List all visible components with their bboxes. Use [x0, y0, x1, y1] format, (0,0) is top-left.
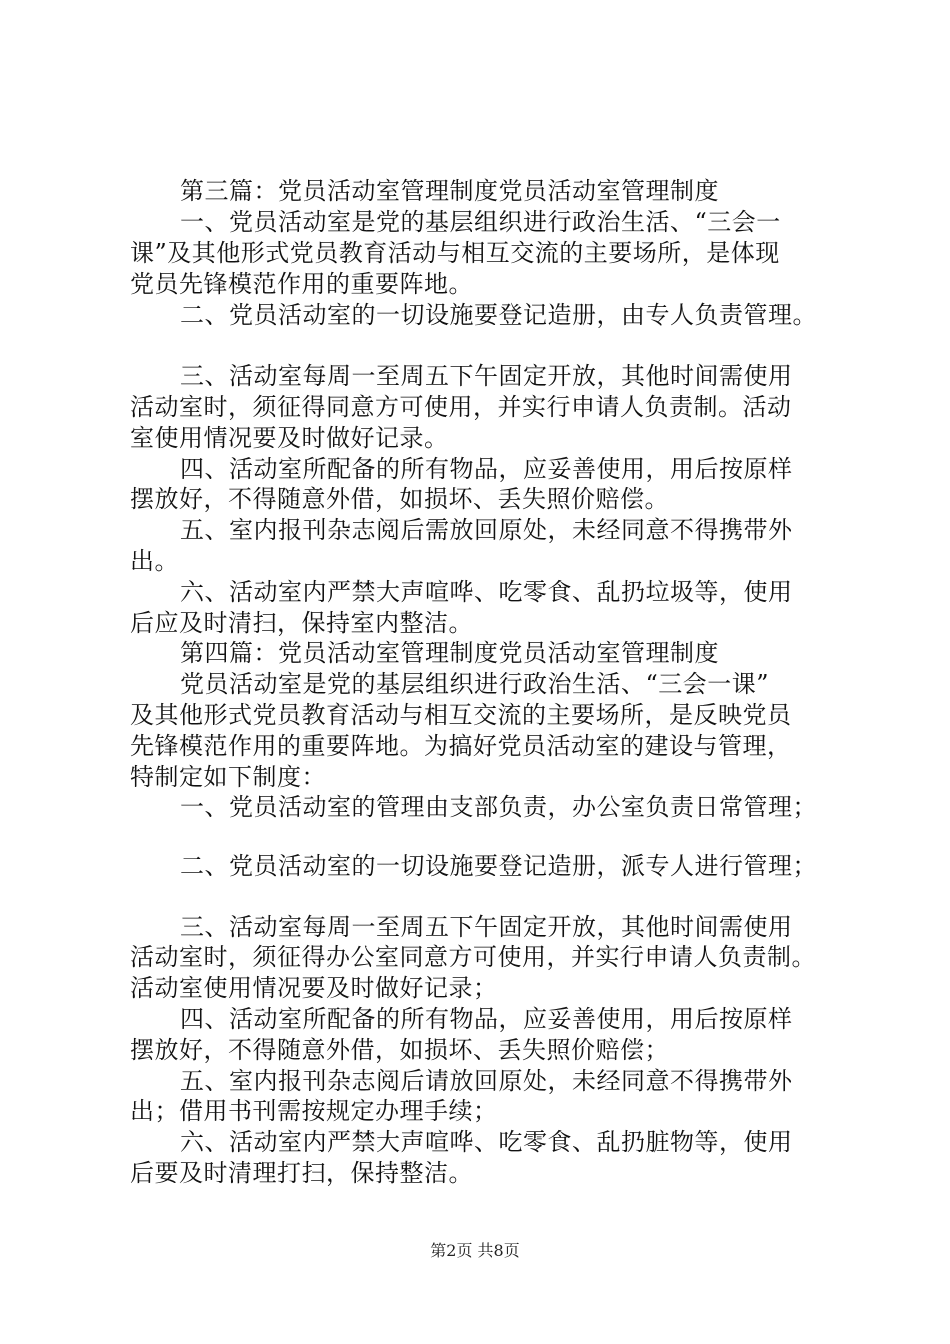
paragraph-line: 活动室时，须征得办公室同意方可使用，并实行申请人负责制。: [130, 943, 816, 971]
paragraph-line: 活动室时，须征得同意方可使用，并实行申请人负责制。活动: [130, 393, 792, 421]
paragraph-line: 后要及时清理打扫，保持整洁。: [130, 1159, 473, 1187]
paragraph-line: 党员活动室是党的基层组织进行政治生活、“三会一课”: [180, 670, 770, 698]
page-footer: 第2页 共8页: [430, 1241, 520, 1260]
paragraph-line: 二、党员活动室的一切设施要登记造册，派专人进行管理；: [180, 852, 817, 880]
paragraph-line: 二、党员活动室的一切设施要登记造册，由专人负责管理。: [180, 301, 817, 329]
paragraph-line: 一、党员活动室的管理由支部负责，办公室负责日常管理；: [180, 793, 817, 821]
paragraph-line: 摆放好，不得随意外借，如损坏、丢失照价赔偿。: [130, 485, 669, 513]
paragraph-line: 四、活动室所配备的所有物品，应妥善使用，用后按原样: [180, 455, 793, 483]
paragraph-line: 及其他形式党员教育活动与相互交流的主要场所，是反映党员: [130, 701, 792, 729]
paragraph-line: 先锋模范作用的重要阵地。为搞好党员活动室的建设与管理，: [130, 732, 792, 760]
paragraph-line: 五、室内报刊杂志阅后需放回原处，未经同意不得携带外: [180, 516, 793, 544]
paragraph-line: 室使用情况要及时做好记录。: [130, 424, 449, 452]
paragraph-line: 活动室使用情况要及时做好记录；: [130, 974, 498, 1002]
section-heading-3: 第三篇：党员活动室管理制度党员活动室管理制度: [180, 177, 719, 205]
paragraph-line: 后应及时清扫，保持室内整洁。: [130, 609, 473, 637]
paragraph-line: 三、活动室每周一至周五下午固定开放，其他时间需使用: [180, 913, 793, 941]
paragraph-line: 摆放好，不得随意外借，如损坏、丢失照价赔偿；: [130, 1036, 669, 1064]
paragraph-line: 特制定如下制度：: [130, 763, 326, 791]
paragraph-line: 四、活动室所配备的所有物品，应妥善使用，用后按原样: [180, 1005, 793, 1033]
paragraph-line: 出；借用书刊需按规定办理手续；: [130, 1097, 498, 1125]
paragraph-line: 三、活动室每周一至周五下午固定开放，其他时间需使用: [180, 362, 793, 390]
paragraph-line: 党员先锋模范作用的重要阵地。: [130, 270, 473, 298]
paragraph-line: 六、活动室内严禁大声喧哗、吃零食、乱扔垃圾等，使用: [180, 578, 793, 606]
section-heading-4: 第四篇：党员活动室管理制度党员活动室管理制度: [180, 639, 719, 667]
paragraph-line: 课”及其他形式党员教育活动与相互交流的主要场所，是体现: [130, 239, 780, 267]
paragraph-line: 一、党员活动室是党的基层组织进行政治生活、“三会一: [180, 208, 781, 236]
paragraph-line: 六、活动室内严禁大声喧哗、吃零食、乱扔脏物等，使用: [180, 1128, 793, 1156]
paragraph-line: 出。: [130, 547, 179, 575]
paragraph-line: 五、室内报刊杂志阅后请放回原处，未经同意不得携带外: [180, 1067, 793, 1095]
